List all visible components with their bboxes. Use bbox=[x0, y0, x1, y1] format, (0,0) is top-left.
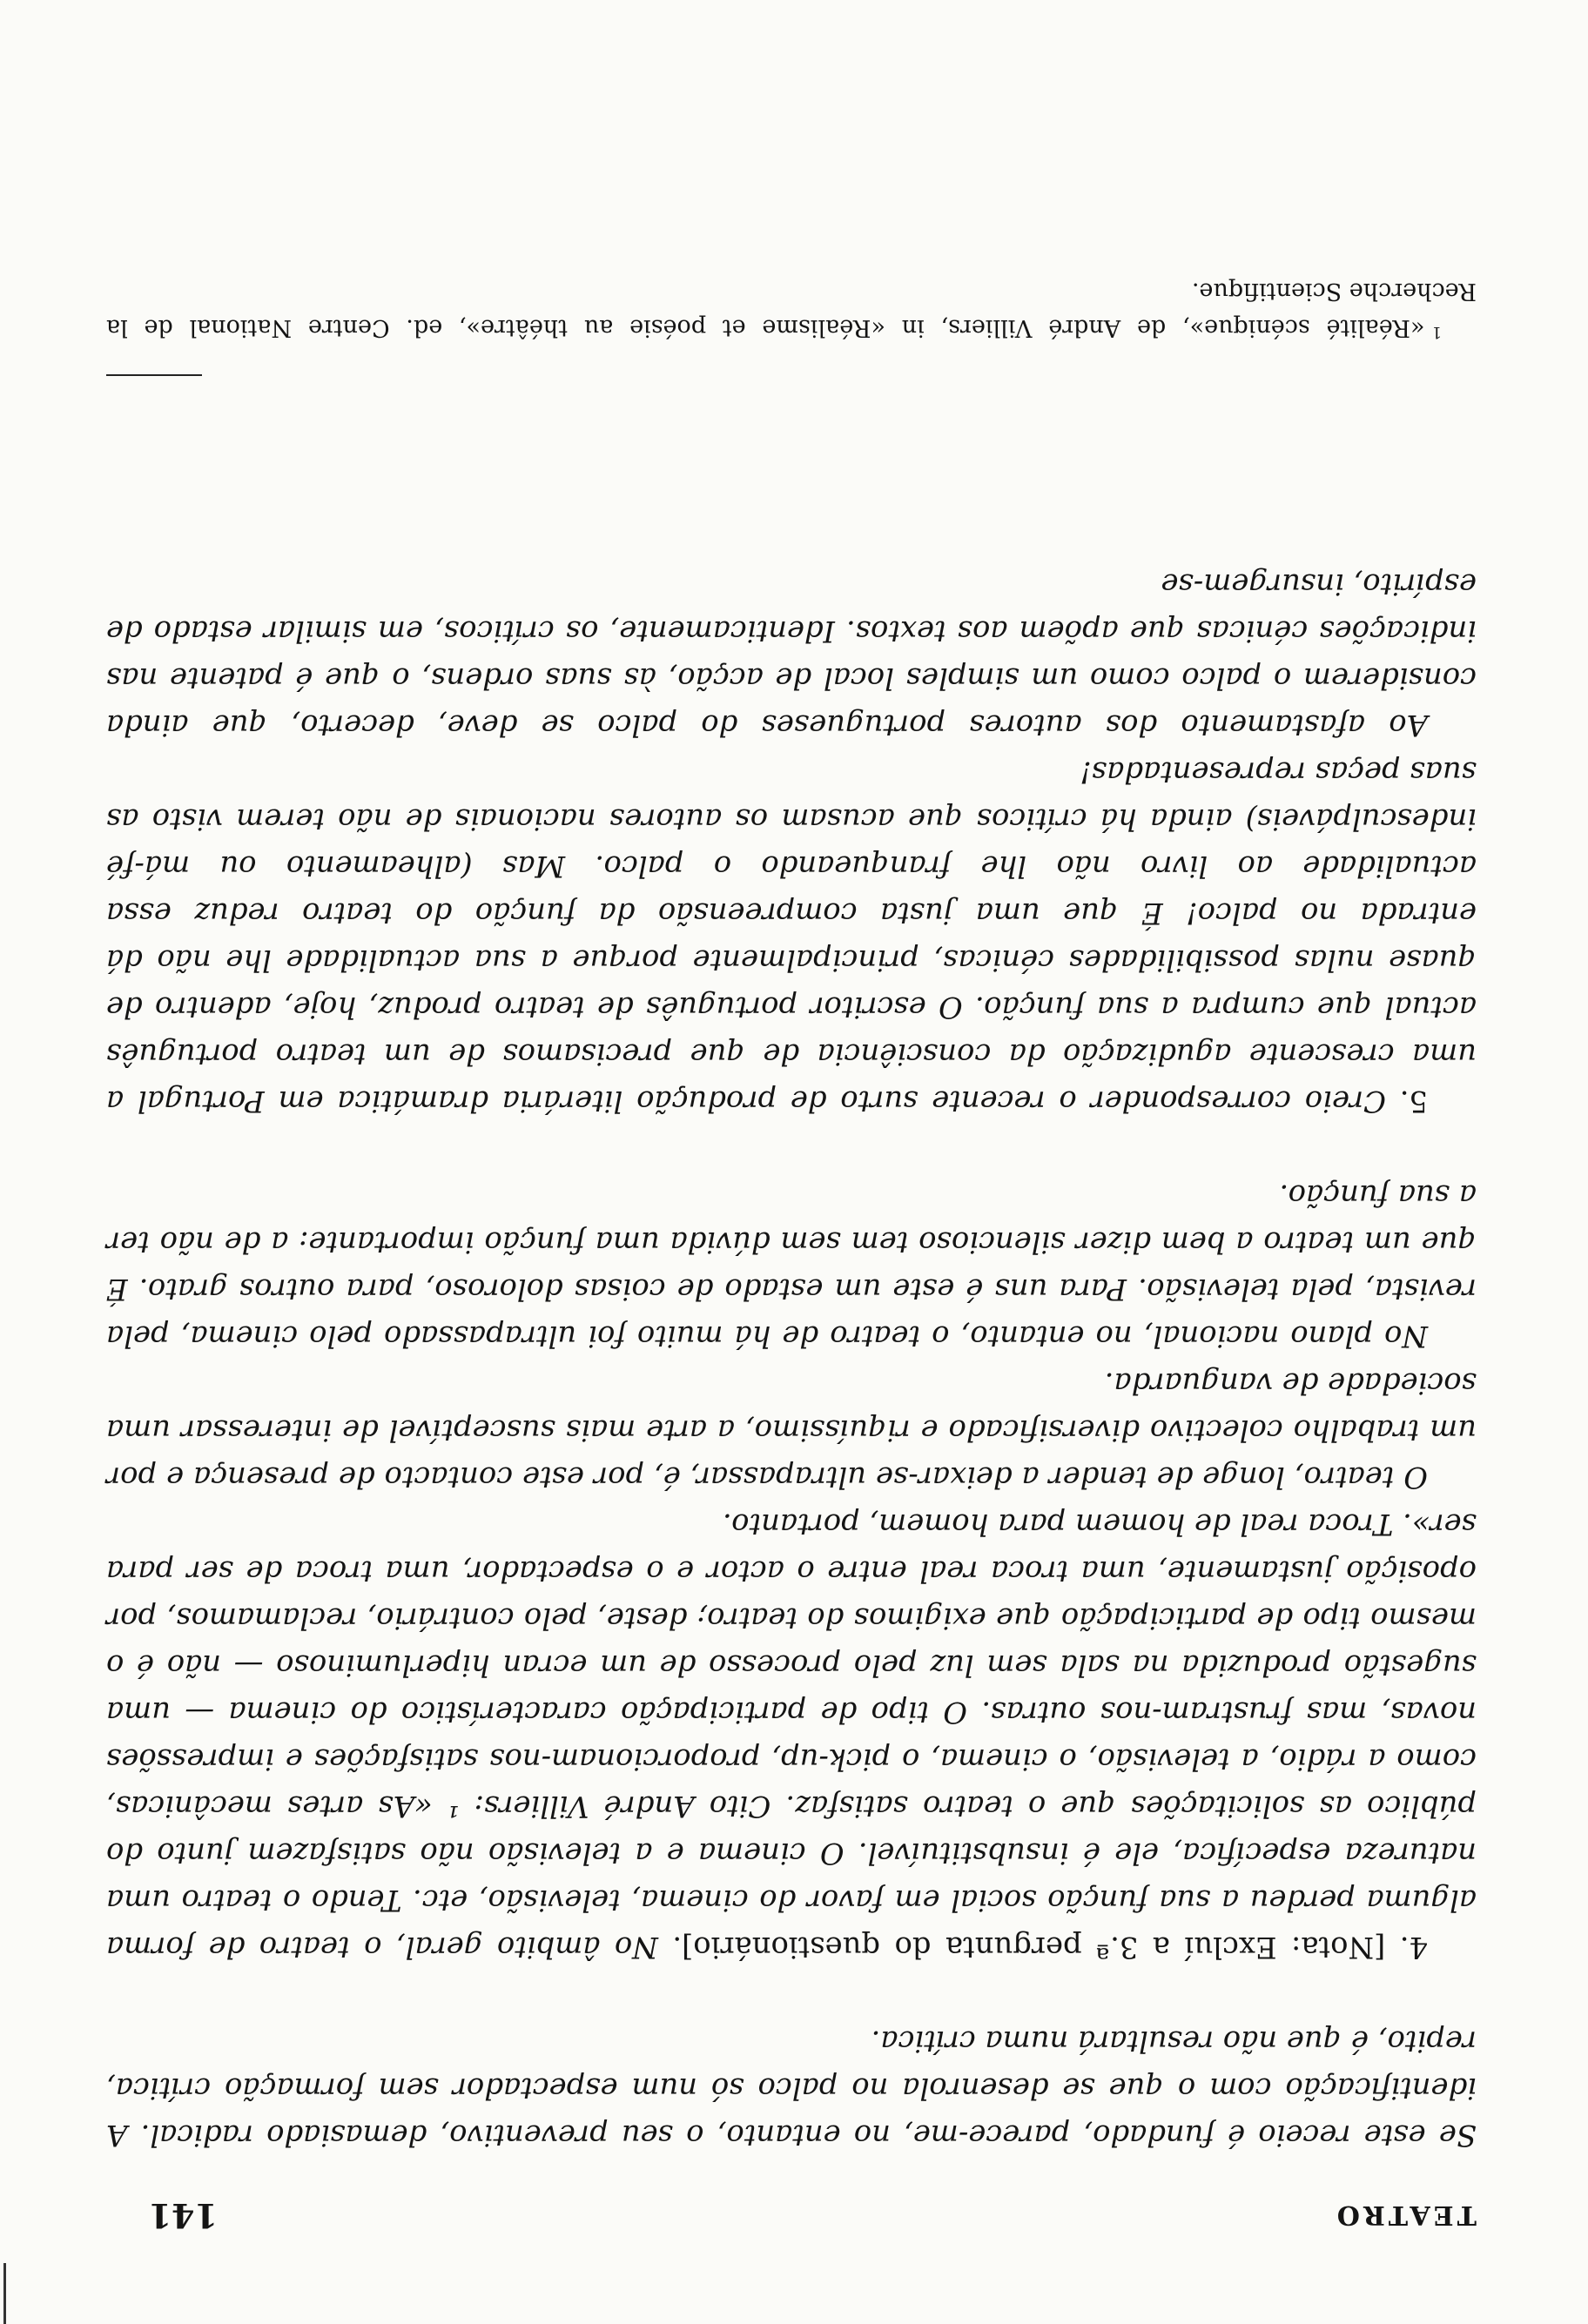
paragraph: O teatro, longe de tender a deixar-se ultrapassar, é, por este contacto de presença e por um trabalho colectivo diversificado e riquíssimo, a arte mais susceptível de interessar uma sociedade de vanguarda. bbox=[106, 1367, 1477, 1494]
paragraph-text: No âmbito geral, o teatro de forma alguma perdeu a sua função social em favor do cinema, televisão, etc. Tendo o teatro uma natureza específica, ele é insubstituível. O cinema e a televisão não satisfazem junto do público as solicitações que o teatro satisfaz. Cito André Villiers: ¹ «As artes mecânicas, como a rádio, a televisão, o cinema, o pick-up, proporcionam-nos satisfações e impressões novas, mas frustram-nos outras. O tipo de participação característico do cinema — uma sugestão produzida na sala sem luz pelo processo de um ecran hiperluminoso — não é o mesmo tipo de participação que exigimos do teatro; deste, pelo contrário, reclamamos, por oposição justamente, uma troca real entre o actor e o espectador, uma troca de ser para ser». Troca real de homem para homem, portanto. bbox=[106, 1508, 1477, 1965]
paragraph-text: Creio corresponder o recente surto de produção literária dramática em Portugal a uma crescente agudização da consciência de que precisamos de um teatro português actual que cumpra a sua função. O escritor português de teatro produz, hoje, adentro de quase nulas possibilidades cénicas, principalmente porque a sua actualidade lhe não dá entrada no palco! É que uma justa compreensão da função do teatro reduz essa actualidade ao livro não lhe franqueando o palco. Mas (alheamento ou má-fé indesculpáveis) ainda há críticos que acusam os autores nacionais de não terem visto as suas peças representadas! bbox=[106, 756, 1477, 1118]
footnote-divider bbox=[106, 374, 202, 376]
paragraph-continuation: Se este receio é fundado, parece-me, no entanto, o seu preventivo, demasiado radical. A identificação com o que se desenrola no palco só num espectador sem formação crítica, repito, é que não resultará numa crítica. bbox=[106, 2025, 1477, 2153]
running-title: TEATRO bbox=[1333, 2200, 1477, 2230]
scan-edge-mark bbox=[3, 2263, 6, 2324]
page-body bbox=[106, 561, 1477, 2159]
paragraph-5 bbox=[106, 749, 1477, 1125]
footnote-text: «Réalité scénique», de André Villiers, in «Réalisme et poésie au théâtre», ed. Centre National de la Recherche Scientifique. bbox=[106, 278, 1477, 341]
page-number: 141 bbox=[148, 2196, 218, 2235]
paragraph: No plano nacional, no entanto, o teatro de há muito foi ultrapassado pelo cinema, pela revista, pela televisão. Para uns é este um estado de coisas doloroso, para outros grato. É que um teatro a bem dizer silencioso tem sem dúvida uma função importante: a de não ter a sua função. bbox=[106, 1179, 1477, 1353]
paragraph-4 bbox=[106, 1501, 1477, 1971]
paragraph-note: [Nota: Excluí a 3.ª pergunta do questionário]. bbox=[672, 1931, 1386, 1965]
paragraph: Ao afastamento dos autores portugueses do palco se deve, decerto, que ainda considerem o palco como um simples local de acção, às suas ordens, o que é patente nas indicações cénicas que apõem aos textos. Identicamente, os críticos, em similar estado de espírito, insurgem-se bbox=[106, 568, 1477, 742]
paragraph-number: 5. bbox=[1399, 1085, 1428, 1118]
footnote bbox=[106, 272, 1477, 350]
paragraph-number: 4. bbox=[1399, 1931, 1428, 1965]
footnote-mark: 1 bbox=[1431, 323, 1442, 341]
